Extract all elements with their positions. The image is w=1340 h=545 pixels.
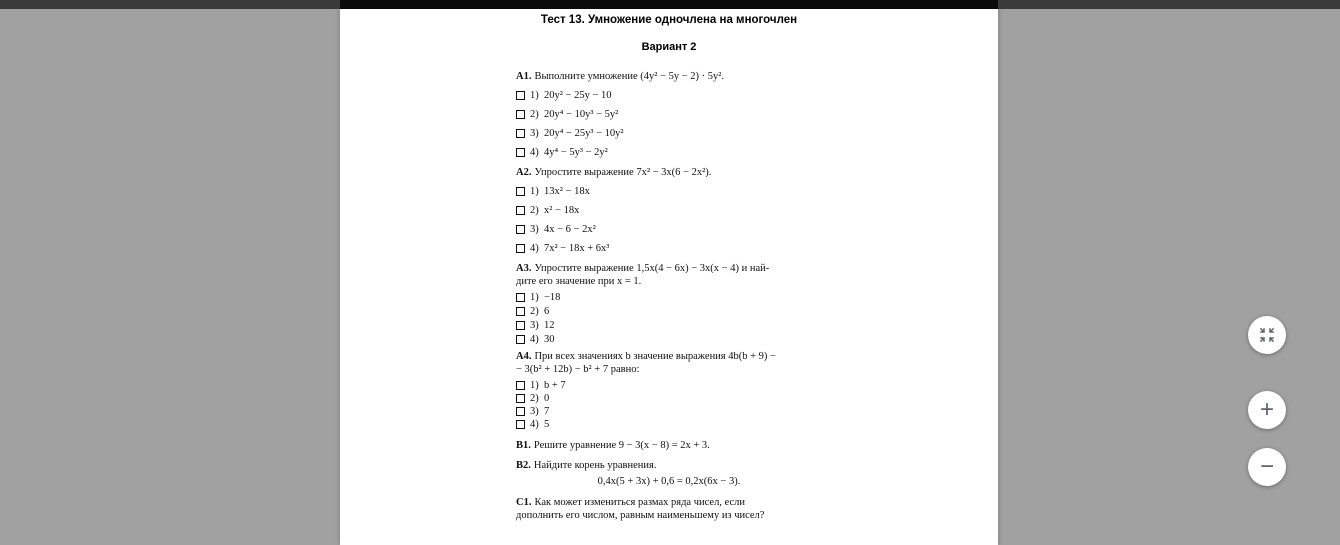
answer-option-label: 2) x² − 18x <box>530 204 580 216</box>
answer-options <box>516 182 822 258</box>
answer-option-label: 3) 20y⁴ − 25y³ − 10y² <box>530 127 624 139</box>
answer-option <box>516 220 822 239</box>
top-toolbar-page-section <box>340 0 998 9</box>
document-variant: Вариант 2 <box>641 40 697 53</box>
answer-checkbox <box>516 187 525 196</box>
question-text: С1. Как может измениться размах ряда чисел, если <box>516 496 746 508</box>
answer-option-label: 3) 4x − 6 − 2x² <box>530 223 596 235</box>
answer-checkbox <box>516 335 525 344</box>
answer-checkbox <box>516 91 525 100</box>
question-a1 <box>516 70 822 162</box>
answer-option <box>516 319 822 333</box>
answer-options <box>516 86 822 162</box>
question-a4 <box>516 350 822 431</box>
zoom-out-button[interactable] <box>1248 448 1286 486</box>
zoom-in-button[interactable] <box>1248 391 1286 429</box>
answer-option <box>516 379 822 392</box>
answer-option-label: 4) 5 <box>530 418 550 430</box>
answer-option <box>516 105 822 124</box>
question-text: А1. Выполните умножение (4y² − 5y − 2) · 5y². <box>516 70 725 82</box>
answer-checkbox <box>516 148 525 157</box>
answer-option <box>516 182 822 201</box>
answer-options <box>516 291 822 347</box>
answer-option <box>516 291 822 305</box>
document-content <box>516 9 822 522</box>
answer-checkbox <box>516 244 525 253</box>
answer-option <box>516 418 822 431</box>
answer-checkbox <box>516 225 525 234</box>
question-text: В1. Решите уравнение 9 − 3(x − 8) = 2x + 3. <box>516 439 710 451</box>
question-label: А4. <box>516 350 532 362</box>
zoom-in-map-icon <box>1258 326 1276 344</box>
answer-checkbox <box>516 129 525 138</box>
fit-to-page-button[interactable] <box>1248 316 1286 354</box>
document-title: Тест 13. Умножение одночлена на многочлен <box>540 14 798 26</box>
answer-options <box>516 379 822 431</box>
answer-option-label: 4) 4y⁴ − 5y³ − 2y² <box>530 146 608 158</box>
answer-option-label: 3) 7 <box>530 405 550 417</box>
answer-option-label: 1) 13x² − 18x <box>530 185 590 197</box>
answer-checkbox <box>516 321 525 330</box>
answer-checkbox <box>516 381 525 390</box>
equation: 0,4x(5 + 3x) + 0,6 = 0,2x(6x − 3). <box>597 475 741 487</box>
question-text-continued: − 3(b² + 12b) − b² + 7 равно: <box>516 363 640 375</box>
question-a2 <box>516 166 822 258</box>
question-b2 <box>516 459 822 488</box>
question-label: А3. <box>516 262 532 274</box>
question-label: С1. <box>516 496 532 508</box>
answer-option-label: 1) 20y² − 25y − 10 <box>530 89 612 101</box>
answer-option-label: 4) 30 <box>530 334 555 345</box>
question-text: В2. Найдите корень уравнения. <box>516 459 657 471</box>
answer-option <box>516 405 822 418</box>
answer-option <box>516 124 822 143</box>
question-label: В2. <box>516 459 531 471</box>
plus-icon: + <box>1259 396 1274 423</box>
question-b1 <box>516 439 822 452</box>
minus-icon: − <box>1259 453 1274 480</box>
answer-option <box>516 86 822 105</box>
document-page <box>340 9 998 545</box>
answer-checkbox <box>516 420 525 429</box>
answer-option-label: 2) 0 <box>530 392 550 404</box>
question-a3 <box>516 262 822 347</box>
answer-checkbox <box>516 307 525 316</box>
question-label: А1. <box>516 70 532 82</box>
question-label: В1. <box>516 439 531 451</box>
top-toolbar <box>0 0 1340 9</box>
question-text: А4. При всех значениях b значение выражения 4b(b + 9) − <box>516 350 776 362</box>
answer-option <box>516 333 822 347</box>
question-text-continued: дополнить его числом, равным наименьшему из чисел? <box>516 509 765 521</box>
answer-checkbox <box>516 293 525 302</box>
answer-option <box>516 305 822 319</box>
answer-option <box>516 201 822 220</box>
question-text: А2. Упростите выражение 7x² − 3x(6 − 2x²). <box>516 166 712 178</box>
answer-option <box>516 239 822 258</box>
answer-option <box>516 392 822 405</box>
answer-option-label: 1) −18 <box>530 292 561 303</box>
answer-option <box>516 143 822 162</box>
question-text-continued: дите его значение при x = 1. <box>516 275 642 287</box>
answer-checkbox <box>516 407 525 416</box>
answer-checkbox <box>516 394 525 403</box>
answer-option-label: 4) 7x² − 18x + 6x³ <box>530 242 610 254</box>
answer-checkbox <box>516 206 525 215</box>
question-text: А3. Упростите выражение 1,5x(4 − 6x) − 3x(x − 4) и най- <box>516 262 770 274</box>
question-label: А2. <box>516 166 532 178</box>
answer-option-label: 3) 12 <box>530 320 555 331</box>
question-c1 <box>516 496 822 522</box>
answer-option-label: 1) b + 7 <box>530 379 566 391</box>
answer-checkbox <box>516 110 525 119</box>
answer-option-label: 2) 6 <box>530 306 550 317</box>
answer-option-label: 2) 20y⁴ − 10y³ − 5y² <box>530 108 619 120</box>
